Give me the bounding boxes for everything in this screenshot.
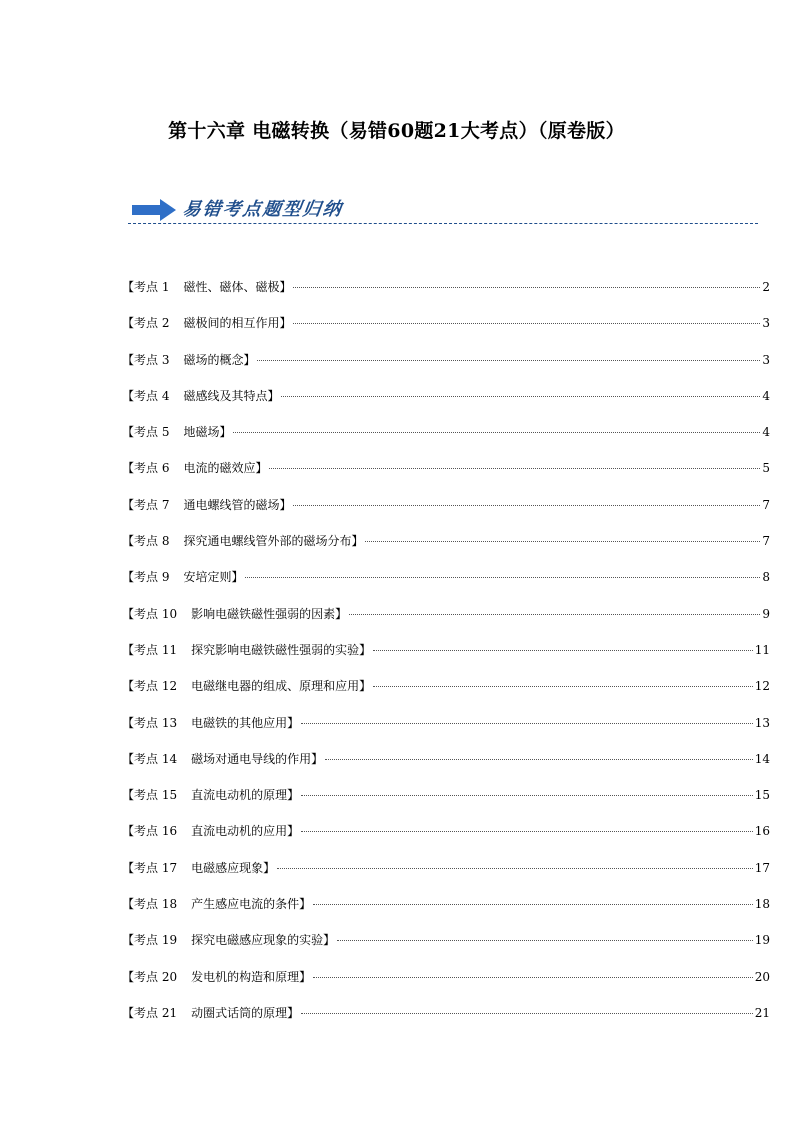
toc-dot-leader xyxy=(293,323,760,324)
toc-entry-number: 【考点 8 xyxy=(122,534,170,549)
toc-entry[interactable] xyxy=(122,278,770,314)
toc-page-number: 5 xyxy=(762,461,770,476)
toc-dot-leader xyxy=(313,977,753,978)
toc-dot-leader xyxy=(281,396,760,397)
toc-entry[interactable] xyxy=(122,1004,770,1040)
toc-entry-label: 发电机的构造和原理】 xyxy=(191,969,312,984)
toc-entry-number: 【考点 14 xyxy=(122,751,178,766)
toc-entry-label: 磁场的概念】 xyxy=(183,352,256,367)
toc-entry-number: 【考点 12 xyxy=(122,679,178,694)
toc-entry[interactable] xyxy=(122,568,770,604)
toc-entry[interactable] xyxy=(122,351,770,387)
toc-entry[interactable] xyxy=(122,532,770,568)
section-label: 易错考点题型归纳 xyxy=(181,199,345,220)
toc-entry[interactable] xyxy=(122,895,770,931)
toc-entry[interactable] xyxy=(122,496,770,532)
toc-page-number: 15 xyxy=(754,788,770,803)
section-divider xyxy=(128,223,758,224)
toc-dot-leader xyxy=(301,795,753,796)
toc-entry-number: 【考点 5 xyxy=(122,425,170,440)
toc-entry-label: 安培定则】 xyxy=(183,570,244,585)
toc-entry[interactable] xyxy=(122,968,770,1004)
toc-page-number: 12 xyxy=(754,679,770,694)
toc-entry[interactable] xyxy=(122,714,770,750)
toc-entry-label: 影响电磁铁磁性强弱的因素】 xyxy=(191,606,348,621)
toc-entry[interactable] xyxy=(122,641,770,677)
toc-entry-label: 探究电磁感应现象的实验】 xyxy=(191,933,336,948)
toc-entry-number: 【考点 18 xyxy=(122,897,178,912)
toc-entry[interactable] xyxy=(122,822,770,858)
toc-dot-leader xyxy=(373,650,753,651)
toc-entry[interactable] xyxy=(122,387,770,423)
toc-entry-number: 【考点 16 xyxy=(122,824,178,839)
toc-entry-label: 动圈式话筒的原理】 xyxy=(191,1005,300,1020)
toc-page-number: 13 xyxy=(754,715,770,730)
toc-dot-leader xyxy=(233,432,760,433)
toc-entry-number: 【考点 6 xyxy=(122,461,170,476)
toc-entry-number: 【考点 3 xyxy=(122,352,170,367)
toc-dot-leader xyxy=(269,468,760,469)
toc-page-number: 7 xyxy=(762,534,770,549)
toc-page-number: 21 xyxy=(754,1005,770,1020)
toc-page-number: 7 xyxy=(762,497,770,512)
toc-dot-leader xyxy=(257,360,760,361)
toc-dot-leader xyxy=(245,577,760,578)
toc-entry-label: 电磁感应现象】 xyxy=(191,860,276,875)
toc-page-number: 14 xyxy=(754,751,770,766)
toc-entry-label: 磁性、磁体、磁极】 xyxy=(183,280,292,294)
toc-page-number: 11 xyxy=(754,642,770,657)
toc-dot-leader xyxy=(293,287,760,288)
toc-page-number: 9 xyxy=(762,606,770,621)
toc-entry-number: 【考点 11 xyxy=(122,642,178,657)
table-of-contents xyxy=(122,278,770,1040)
toc-page-number: 4 xyxy=(762,425,770,440)
toc-page-number: 8 xyxy=(762,570,770,585)
toc-dot-leader xyxy=(301,831,753,832)
toc-dot-leader xyxy=(365,541,760,542)
toc-entry-label: 探究通电螺线管外部的磁场分布】 xyxy=(183,534,364,549)
toc-dot-leader xyxy=(313,904,753,905)
toc-entry-label: 探究影响电磁铁磁性强弱的实验】 xyxy=(191,642,372,657)
toc-entry-number: 【考点 2 xyxy=(122,316,170,331)
toc-dot-leader xyxy=(325,759,753,760)
toc-page-number: 3 xyxy=(762,352,770,367)
toc-page-number: 4 xyxy=(762,388,770,403)
toc-entry-number: 【考点 9 xyxy=(122,570,170,585)
toc-entry-label: 直流电动机的应用】 xyxy=(191,824,300,839)
toc-entry-number: 【考点 10 xyxy=(122,606,178,621)
toc-entry[interactable] xyxy=(122,459,770,495)
toc-entry[interactable] xyxy=(122,605,770,641)
toc-entry-number: 【考点 17 xyxy=(122,860,178,875)
toc-page-number: 18 xyxy=(754,897,770,912)
toc-entry-label: 电磁铁的其他应用】 xyxy=(191,715,300,730)
toc-entry[interactable] xyxy=(122,859,770,895)
toc-page-number: 2 xyxy=(762,280,770,294)
toc-dot-leader xyxy=(293,505,760,506)
toc-entry-number: 【考点 7 xyxy=(122,497,170,512)
toc-entry[interactable] xyxy=(122,314,770,350)
toc-entry[interactable] xyxy=(122,750,770,786)
toc-dot-leader xyxy=(337,940,753,941)
toc-entry-label: 通电螺线管的磁场】 xyxy=(183,497,292,512)
toc-entry-label: 电流的磁效应】 xyxy=(183,461,268,476)
toc-entry-label: 磁感线及其特点】 xyxy=(183,388,280,403)
toc-entry-number: 【考点 21 xyxy=(122,1005,178,1020)
toc-entry-number: 【考点 15 xyxy=(122,788,178,803)
toc-entry-number: 【考点 13 xyxy=(122,715,178,730)
toc-entry-label: 磁极间的相互作用】 xyxy=(183,316,292,331)
toc-entry[interactable] xyxy=(122,931,770,967)
toc-page-number: 20 xyxy=(754,969,770,984)
toc-dot-leader xyxy=(373,686,753,687)
toc-entry[interactable] xyxy=(122,423,770,459)
toc-entry-number: 【考点 19 xyxy=(122,933,178,948)
toc-entry-number: 【考点 4 xyxy=(122,388,170,403)
toc-entry-label: 地磁场】 xyxy=(183,425,232,440)
toc-entry-label: 产生感应电流的条件】 xyxy=(191,897,312,912)
toc-entry-number: 【考点 1 xyxy=(122,280,170,294)
toc-page-number: 3 xyxy=(762,316,770,331)
page-title: 第十六章 电磁转换（易错60题21大考点）（原卷版） xyxy=(168,120,625,142)
toc-entry[interactable] xyxy=(122,786,770,822)
toc-entry-label: 电磁继电器的组成、原理和应用】 xyxy=(191,679,372,694)
toc-dot-leader xyxy=(301,723,753,724)
toc-entry-label: 直流电动机的原理】 xyxy=(191,788,300,803)
toc-entry-number: 【考点 20 xyxy=(122,969,178,984)
toc-dot-leader xyxy=(277,868,753,869)
toc-entry[interactable] xyxy=(122,677,770,713)
toc-page-number: 17 xyxy=(754,860,770,875)
toc-dot-leader xyxy=(349,614,760,615)
right-arrow-icon xyxy=(132,199,176,221)
toc-entry-label: 磁场对通电导线的作用】 xyxy=(191,751,324,766)
toc-page-number: 16 xyxy=(754,824,770,839)
section-header xyxy=(128,190,758,228)
toc-dot-leader xyxy=(301,1013,753,1014)
toc-page-number: 19 xyxy=(754,933,770,948)
